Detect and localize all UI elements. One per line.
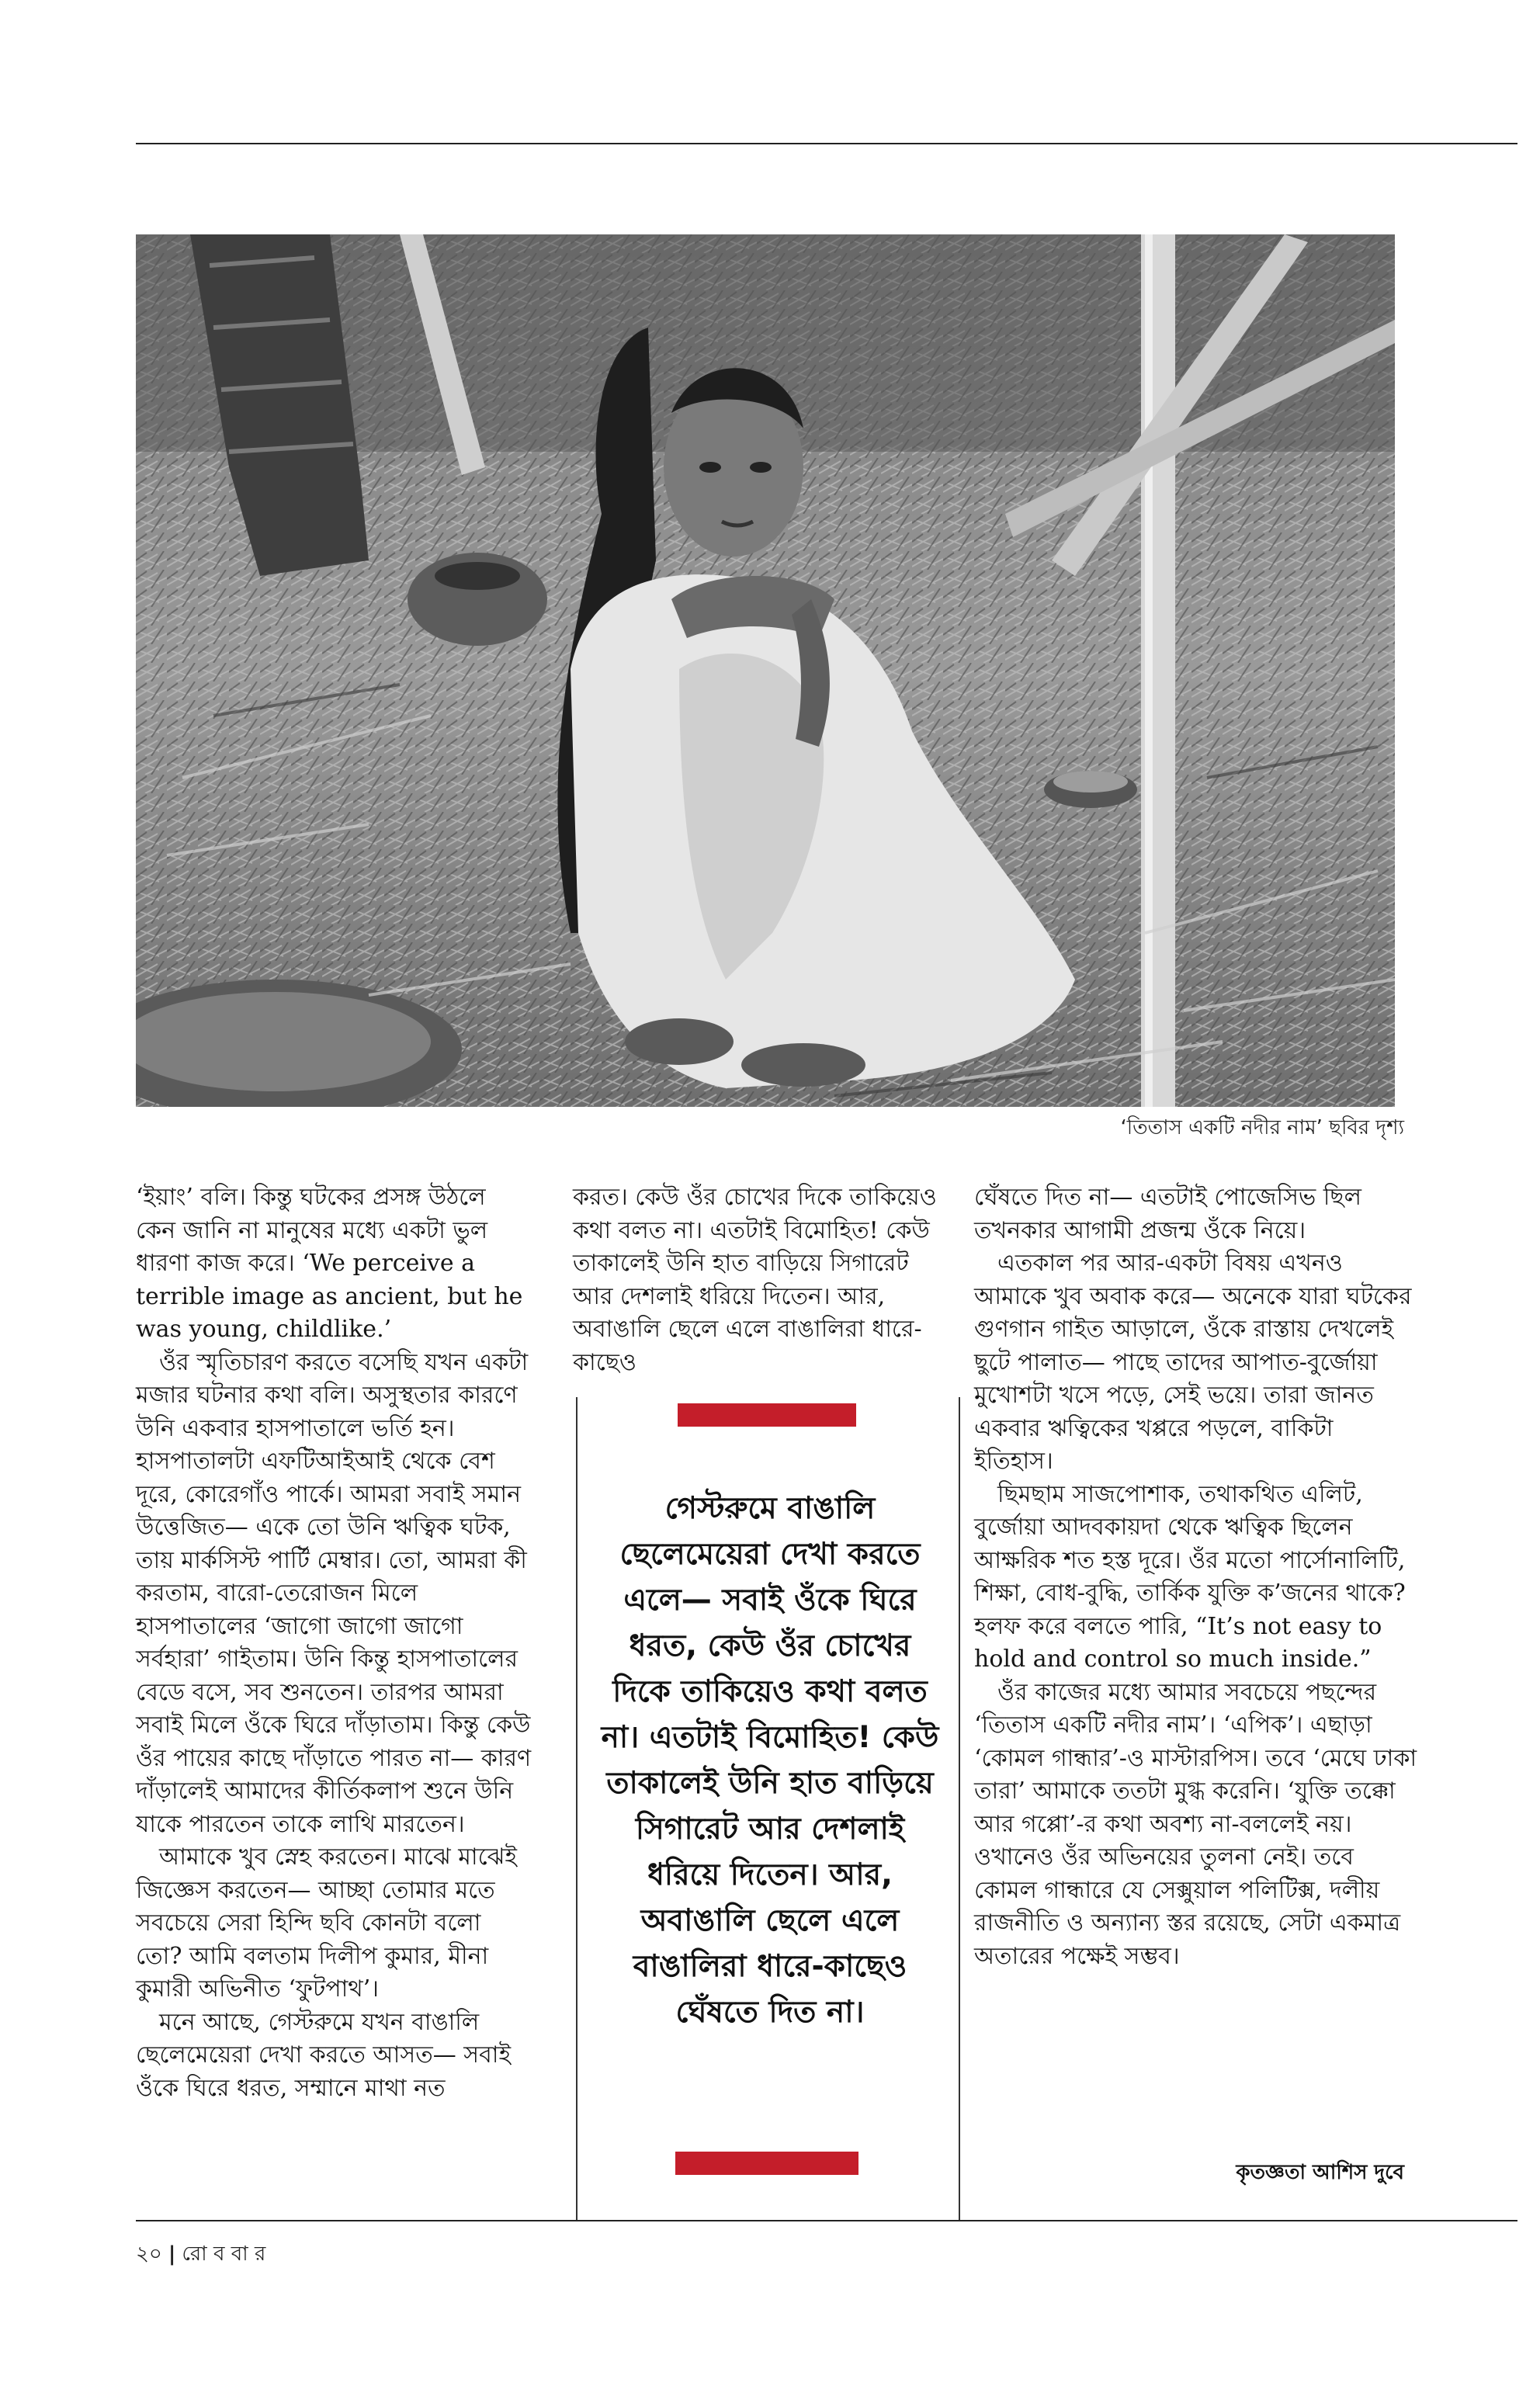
paragraph: ওঁর স্মৃতিচারণ করতে বসেছি যখন একটা মজার ঘটনার কথা বলি। অসুস্থতার কারণে উনি একবার হাসপাতালে ভর্তি হন। হাসপাতালটা এফটিআইআই থেকে বেশ দূরে, কোরেগাঁও পার্কে। আমরা সবাই সমান উত্তেজিত— একে তো উনি ঋত্বিক ঘটক, তায় মার্কসিস্ট পার্টি মেম্বার। তো, আমরা কী করতাম, বারো-তেরোজন মিলে হাসপাতালের ‘জাগো জাগো জাগো সর্বহারা’ গাইতাম। উনি কিন্তু হাসপাতালের বেডে বসে, সব শুনতেন। তারপর আমরা সবাই মিলে ওঁকে ঘিরে দাঁড়াতাম। কিন্তু কেউ ওঁর পায়ের কাছে দাঁড়াতে পারত না— কারণ দাঁড়ালেই আমাদের কীর্তিকলাপ শুনে উনি যাকে পারতেন তাকে লাথি মারতেন। — [136, 1348, 532, 1838]
pullquote-right-rule — [959, 1397, 960, 2220]
top-rule — [136, 143, 1517, 144]
scene-photo-illustration — [136, 234, 1395, 1107]
paragraph: ‘ইয়াং’ বলি। কিন্তু ঘটকের প্রসঙ্গ উঠলে কেন জানি না মানুষের মধ্যে একটা ভুল ধারণা কাজ করে। ‘We perceive a terrible image as ancient, but he was young, childlike.’ — [136, 1184, 523, 1343]
paragraph: ঘেঁষতে দিত না— এতটাই পোজেসিভ ছিল তখনকার আগামী প্রজন্ম ওঁকে নিয়ে। — [974, 1184, 1361, 1244]
pull-quote: গেস্টরুমে বাঙালি ছেলেমেয়েরা দেখা করতে এলে— সবাই ওঁকে ঘিরে ধরত, কেউ ওঁর চোখের দিকে তাকিয়েও কথা বলত না। এতটাই বিমোহিত! কেউ তাকালেই উনি হাত বাড়িয়ে সিগারেট আর দেশলাই ধরিয়ে দিতেন। আর, অবাঙালি ছেলে এলে বাঙালিরা ধারে-কাছেও ঘেঁষতে দিত না। — [601, 1491, 939, 2030]
article-column-2 — [573, 1181, 938, 1379]
paragraph: করত। কেউ ওঁর চোখের দিকে তাকিয়েও কথা বলত না। এতটাই বিমোহিত! কেউ তাকালেই উনি হাত বাড়িয়ে সিগারেট আর দেশলাই ধরিয়ে দিতেন। আর, অবাঙালি ছেলে এলে বাঙালিরা ধারে-কাছেও — [573, 1184, 937, 1376]
page-footer — [136, 2238, 265, 2272]
publication-name: রো ব বা র — [182, 2242, 266, 2266]
paragraph: আমাকে খুব স্নেহ করতেন। মাঝে মাঝেই জিজ্ঞেস করতেন— আচ্ছা তোমার মতে সবচেয়ে সেরা হিন্দি ছবি কোনটা বলো তো? আমি বলতাম দিলীপ কুমার, মীনা কুমারী অভিনীত ‘ফুটপাথ’। — [136, 1843, 517, 2003]
page-number: ২০ — [136, 2242, 162, 2266]
article-column-3 — [974, 1181, 1417, 1973]
paragraph: মনে আছে, গেস্টরুমে যখন বাঙালি ছেলেমেয়েরা দেখা করতে আসত— সবাই ওঁকে ঘিরে ধরত, সম্মানে মাথা নত — [136, 2008, 512, 2102]
bottom-rule — [136, 2220, 1517, 2221]
pullquote-bottom-bar — [675, 2152, 858, 2175]
paragraph: ওঁর কাজের মধ্যে আমার সবচেয়ে পছন্দের ‘তিতাস একটি নদীর নাম’। ‘এপিক’। এছাড়া ‘কোমল গান্ধার’-ও মাস্টারপিস। তবে ‘মেঘে ঢাকা তারা’ আমাকে ততটা মুগ্ধ করেনি। ‘যুক্তি তক্কো আর গপ্পো’-র কথা অবশ্য না-বললেই নয়। ওখানেও ওঁর অভিনয়ের তুলনা নেই। তবে কোমল গান্ধারে যে সেক্সুয়াল পলিটিক্স, দলীয় রাজনীতি ও অন্যান্য স্তর রয়েছে, সেটা একমাত্র অতারের পক্ষেই সম্ভব। — [974, 1678, 1417, 1970]
scene-photo — [136, 234, 1395, 1107]
pullquote-top-bar — [678, 1403, 856, 1427]
paragraph: এতকাল পর আর-একটা বিষয় এখনও আমাকে খুব অবাক করে— অনেকে যারা ঘটকের গুণগান গাইত আড়ালে, ওঁকে রাস্তায় দেখলেই ছুটে পালাত— পাছে তাদের আপাত-বুর্জোয়া মুখোশটা খসে পড়ে, সেই ভয়ে। তারা জানত একবার ঋত্বিকের খপ্পরে পড়লে, বাকিটা ইতিহাস। — [974, 1250, 1412, 1475]
footer-separator: | — [168, 2242, 176, 2266]
credit-line: কৃতজ্ঞতা আশিস দুবে — [1236, 2161, 1404, 2184]
paragraph: ছিমছাম সাজপোশাক, তথাকথিত এলিট, বুর্জোয়া আদবকায়দা থেকে ঋত্বিক ছিলেন আক্ষরিক শত হস্ত দূরে। ওঁর মতো পার্সোনালিটি, শিক্ষা, বোধ-বুদ্ধি, তার্কিক যুক্তি ক’জনের থাকে? হলফ করে বলতে পারি, “It’s not easy to hold and control so much inside.” — [974, 1480, 1406, 1673]
article-column-1 — [136, 1181, 532, 2105]
photo-caption: ‘তিতাস একটি নদীর নাম’ ছবির দৃশ্য — [1120, 1116, 1404, 1139]
pullquote-left-rule — [576, 1397, 578, 2220]
